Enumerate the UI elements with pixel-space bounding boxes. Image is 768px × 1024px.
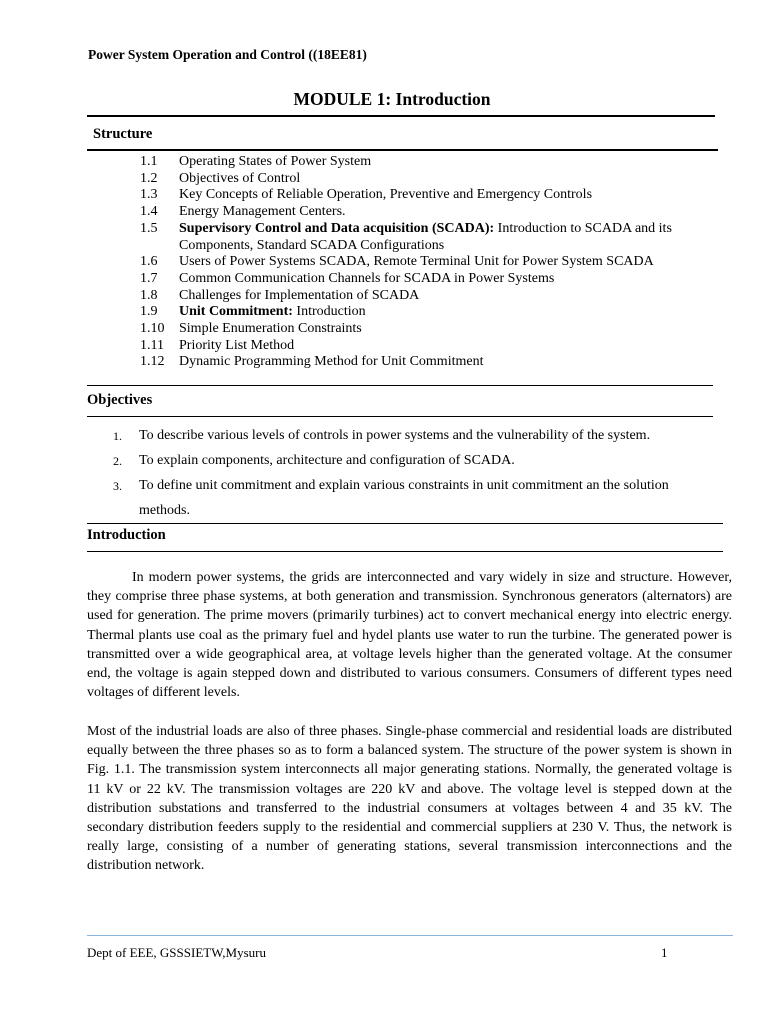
structure-item [140,221,739,254]
structure-item-text [179,154,739,171]
structure-item-number: 1.6 [140,254,158,270]
structure-item-number: 1.9 [140,304,158,320]
objective-number: 2. [113,454,122,468]
structure-item-text [179,254,739,271]
structure-item-text [179,171,739,188]
structure-item-text [179,271,739,288]
structure-item-number: 1.11 [140,337,164,353]
structure-item-label: Simple Enumeration Constraints [179,321,362,337]
module-title: MODULE 1: Introduction [293,89,491,109]
structure-item-label: Dynamic Programming Method for Unit Commitment [179,354,484,370]
structure-item-label: Operating States of Power System [179,154,372,169]
structure-item-number: 1.12 [140,354,165,370]
objective-number: 3. [113,479,122,493]
divider [87,551,723,552]
structure-item-number: 1.2 [140,170,158,186]
structure-item [140,304,739,321]
structure-item-label: Common Communication Channels for SCADA in Power Systems [179,270,555,286]
structure-item [140,154,739,171]
structure-item [140,187,739,204]
structure-item-label: Introduction [292,304,366,320]
divider [87,149,718,151]
footer-divider [87,935,733,936]
objective-number: 1. [113,429,122,443]
structure-heading: Structure [93,126,153,142]
structure-item-number: 1.4 [140,204,158,220]
objectives-heading: Objectives [87,392,153,408]
structure-item-text [179,338,739,355]
structure-item-number: 1.10 [140,321,165,337]
structure-item-bold-title: Unit Commitment: [179,304,293,320]
structure-item-number: 1.1 [140,154,158,169]
structure-item-label: Priority List Method [179,337,295,353]
objective-text: To explain components, architecture and configuration of SCADA. [139,453,515,468]
structure-item [140,354,739,371]
structure-item-number: 1.5 [140,220,158,236]
structure-item-text [179,221,739,254]
structure-item-text [179,321,739,338]
structure-item-number: 1.3 [140,187,158,203]
structure-item [140,271,739,288]
structure-item-text [179,354,739,371]
structure-item-label: Challenges for Implementation of SCADA [179,287,420,303]
intro-paragraph: Most of the industrial loads are also of three phases. Single-phase commercial and residential loads are distributed equally between the three phases so as to form a balanced system. The structure of the power system is shown in Fig. 1.1. The transmission system interconnects all major generating stations. Normally, the generated voltage is 11 kV or 22 kV. The transmission voltages are 220 kV and above. The voltage level is stepped down at the distribution substations and transferred to the industrial consumers at voltages between 4 and 35 kV. The secondary distribution feeders supply to the residential and commercial suppliers at 230 V. Thus, the network is really large, consisting of a number of generating stations, several transmission interconnections and the distribution network. [87,724,732,874]
structure-item [140,321,739,338]
structure-item-text [179,304,739,321]
objective-text: To define unit commitment and explain various constraints in unit commitment an the solution methods. [139,478,669,518]
divider [87,416,713,417]
structure-item-number: 1.7 [140,270,158,286]
structure-item-label: Users of Power Systems SCADA, Remote Terminal Unit for Power System SCADA [179,254,654,270]
structure-item-text [179,187,739,204]
structure-item-text [179,204,739,221]
structure-item [140,254,739,271]
structure-item-bold-title: Supervisory Control and Data acquisition (SCADA): [179,220,495,236]
objective-text: To describe various levels of controls in power systems and the vulnerability of the system. [139,428,651,443]
structure-item-number: 1.8 [140,287,158,303]
intro-paragraph: In modern power systems, the grids are interconnected and vary widely in size and structure. However, they comprise three phase systems, at both generation and transmission. Synchronous generators (alternators) are used for generation. The prime movers (primarily turbines) act to convert mechanical energy into electric energy. Thermal plants use coal as the primary fuel and hydel plants use water to run the turbine. The generated power is transmitted over a wide geographical area, at voltage levels higher than the generated voltage. At the consumer end, the voltage is again stepped down and distributed to various consumers. Consumers of different types need voltages of different levels. [87,570,732,701]
divider [87,523,723,524]
structure-item [140,338,739,355]
structure-item [140,204,739,221]
structure-list [140,154,739,371]
divider [87,115,715,117]
structure-item-label: Objectives of Control [179,170,301,186]
structure-item [140,171,739,188]
structure-item-text [179,288,739,305]
structure-item-label: Energy Management Centers. [179,204,346,220]
footer-department: Dept of EEE, GSSSIETW,Mysuru [87,945,266,960]
page-number: 1 [661,945,668,960]
structure-item-label: Key Concepts of Reliable Operation, Preventive and Emergency Controls [179,187,593,203]
divider [87,385,713,386]
page-header: Power System Operation and Control ((18EE81) [88,47,367,62]
introduction-heading: Introduction [87,527,166,543]
structure-item-label: Introduction to SCADA and its Components, Standard SCADA Configurations [179,220,672,253]
structure-item [140,288,739,305]
